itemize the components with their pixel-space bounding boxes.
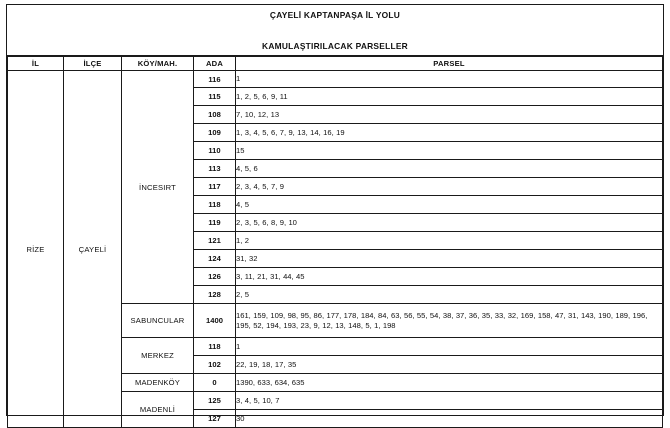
cell-ada: 1400: [194, 304, 236, 338]
cell-ada: 102: [194, 356, 236, 374]
cell-ada: 108: [194, 106, 236, 124]
cell-parsel: 30: [236, 410, 663, 428]
table-header: [8, 57, 663, 71]
cell-ada: 117: [194, 178, 236, 196]
cell-ada: 118: [194, 196, 236, 214]
cell-ada: 113: [194, 160, 236, 178]
cell-ilce: ÇAYELİ: [64, 71, 122, 428]
cell-parsel: 4, 5, 6: [236, 160, 663, 178]
table-row: [8, 71, 663, 88]
cell-parsel: 1: [236, 71, 663, 88]
cell-parsel: 1, 2, 5, 6, 9, 11: [236, 88, 663, 106]
cell-parsel: 161, 159, 109, 98, 95, 86, 177, 178, 184, 84, 63, 56, 55, 54, 38, 37, 36, 35, 33, 32, 169, 158, 47, 31, 143, 190, 189, 196, 195, 52, 194, 193, 23, 9, 12, 13, 148, 5, 1, 198: [236, 304, 663, 338]
cell-ada: 126: [194, 268, 236, 286]
cell-il: RİZE: [8, 71, 64, 428]
column-header-ada: ADA: [194, 57, 236, 71]
cell-ada: 109: [194, 124, 236, 142]
cell-parsel: 15: [236, 142, 663, 160]
cell-parsel: 3, 11, 21, 31, 44, 45: [236, 268, 663, 286]
cell-parsel: 2, 5: [236, 286, 663, 304]
cell-koy-sabuncular: SABUNCULAR: [122, 304, 194, 338]
cell-parsel: 31, 32: [236, 250, 663, 268]
expropriation-parcels-table: [7, 56, 663, 428]
cell-koy-madenli: MADENLİ: [122, 392, 194, 428]
column-header-koy-mah: KÖY/MAH.: [122, 57, 194, 71]
cell-parsel: 1390, 633, 634, 635: [236, 374, 663, 392]
cell-ada: 110: [194, 142, 236, 160]
cell-ada: 115: [194, 88, 236, 106]
cell-parsel: 22, 19, 18, 17, 35: [236, 356, 663, 374]
cell-parsel: 4, 5: [236, 196, 663, 214]
cell-parsel: 1: [236, 338, 663, 356]
table-body: [8, 71, 663, 428]
document-title: ÇAYELİ KAPTANPAŞA İL YOLU: [269, 10, 401, 20]
cell-ada: 127: [194, 410, 236, 428]
cell-parsel: 3, 4, 5, 10, 7: [236, 392, 663, 410]
cell-ada: 121: [194, 232, 236, 250]
cell-parsel: 7, 10, 12, 13: [236, 106, 663, 124]
cell-parsel: 2, 3, 4, 5, 7, 9: [236, 178, 663, 196]
title-block: [7, 5, 663, 56]
column-header-ilce: İLÇE: [64, 57, 122, 71]
cell-koy-merkez: MERKEZ: [122, 338, 194, 374]
document-frame: [6, 4, 664, 423]
cell-parsel: 2, 3, 5, 6, 8, 9, 10: [236, 214, 663, 232]
cell-ada: 124: [194, 250, 236, 268]
column-header-parsel: PARSEL: [236, 57, 663, 71]
cell-parsel: 1, 3, 4, 5, 6, 7, 9, 13, 14, 16, 19: [236, 124, 663, 142]
cell-koy-incesirt: İNCESIRT: [122, 71, 194, 304]
cell-ada: 125: [194, 392, 236, 410]
header-row: [8, 57, 663, 71]
cell-koy-madenkoy: MADENKÖY: [122, 374, 194, 392]
cell-ada: 119: [194, 214, 236, 232]
cell-ada: 128: [194, 286, 236, 304]
document-subtitle: KAMULAŞTIRILACAK PARSELLER: [262, 41, 408, 51]
cell-parsel: 1, 2: [236, 232, 663, 250]
cell-ada: 116: [194, 71, 236, 88]
cell-ada: 0: [194, 374, 236, 392]
cell-ada: 118: [194, 338, 236, 356]
column-header-il: İL: [8, 57, 64, 71]
